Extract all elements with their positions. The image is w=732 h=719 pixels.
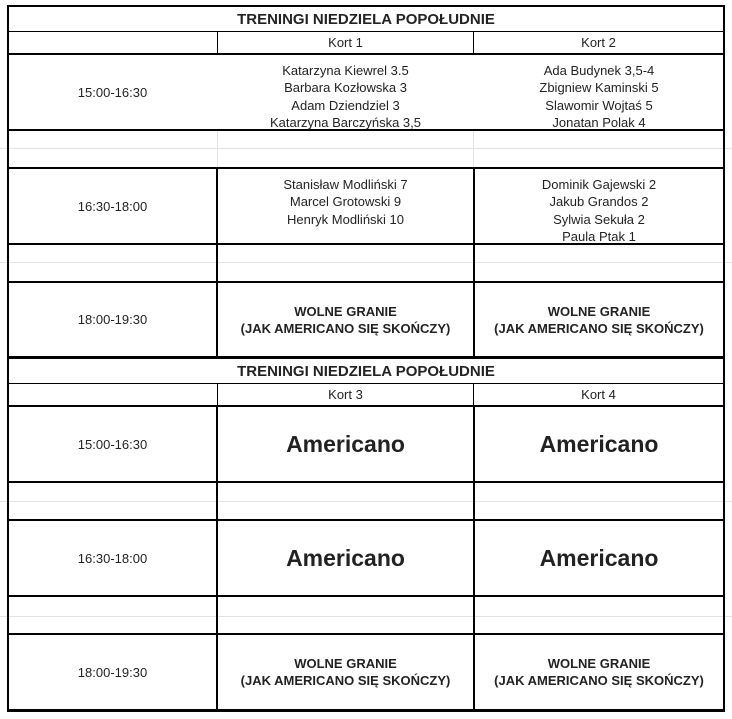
free-play-label: WOLNE GRANIE — [294, 656, 397, 671]
time-slot: 16:30-18:00 — [77, 550, 148, 566]
free-play-note: (JAK AMERICANO SIĘ SKOŃCZY) — [240, 320, 451, 336]
time-slot: 16:30-18:00 — [77, 198, 148, 214]
player-name: Adam Dziendziel 3 — [291, 97, 400, 113]
court-2-players — [475, 169, 723, 243]
court-1-players — [218, 169, 473, 243]
court-1-header: Kort 1 — [328, 35, 363, 50]
court-4-header: Kort 4 — [581, 387, 616, 402]
player-name: Sylwia Sekuła 2 — [553, 211, 645, 227]
player-name: Barbara Kozłowska 3 — [284, 80, 407, 96]
player-name: Katarzyna Kiewrel 3.5 — [282, 63, 409, 78]
free-play-note: (JAK AMERICANO SIĘ SKOŃCZY) — [494, 673, 704, 688]
time-slot: 18:00-19:30 — [77, 664, 148, 680]
player-name: Katarzyna Barczyńska 3,5 — [269, 114, 422, 130]
player-name: Ada Budynek 3,5-4 — [543, 63, 655, 78]
time-slot: 18:00-19:30 — [77, 312, 148, 327]
free-play-label: WOLNE GRANIE — [547, 303, 651, 319]
free-play-note: (JAK AMERICANO SIĘ SKOŃCZY) — [494, 320, 704, 336]
player-name: Dominik Gajewski 2 — [541, 177, 657, 192]
americano-cell: Americano — [539, 544, 659, 571]
americano-cell: Americano — [539, 430, 659, 457]
player-name: Stanisław Modliński 7 — [283, 177, 408, 192]
free-play-cell — [475, 635, 723, 709]
player-name: Zbigniew Kaminski 5 — [539, 80, 659, 96]
player-name: Marcel Grotowski 9 — [289, 194, 402, 210]
court-3-header: Kort 3 — [328, 387, 363, 402]
player-name: Paula Ptak 1 — [562, 228, 636, 244]
time-slot: 15:00-16:30 — [77, 436, 148, 452]
player-name: Slawomir Wojtaś 5 — [545, 97, 653, 113]
court-2-players — [475, 55, 723, 129]
court-1-players — [218, 55, 473, 129]
court-2-header: Kort 2 — [581, 35, 616, 50]
free-play-label: WOLNE GRANIE — [294, 303, 397, 319]
time-slot: 15:00-16:30 — [77, 84, 148, 100]
free-play-label: WOLNE GRANIE — [547, 656, 651, 671]
section2-title: TRENINGI NIEDZIELA POPOŁUDNIE — [237, 362, 495, 380]
free-play-cell — [218, 283, 473, 356]
americano-cell: Americano — [286, 430, 405, 457]
player-name: Jonatan Polak 4 — [552, 114, 646, 130]
player-name: Henryk Modliński 10 — [286, 211, 405, 227]
americano-cell: Americano — [286, 544, 405, 571]
section1-title: TRENINGI NIEDZIELA POPOŁUDNIE — [237, 10, 495, 28]
free-play-cell — [475, 283, 723, 356]
free-play-cell — [218, 635, 473, 709]
player-name: Jakub Grandos 2 — [549, 194, 649, 210]
free-play-note: (JAK AMERICANO SIĘ SKOŃCZY) — [240, 673, 451, 688]
